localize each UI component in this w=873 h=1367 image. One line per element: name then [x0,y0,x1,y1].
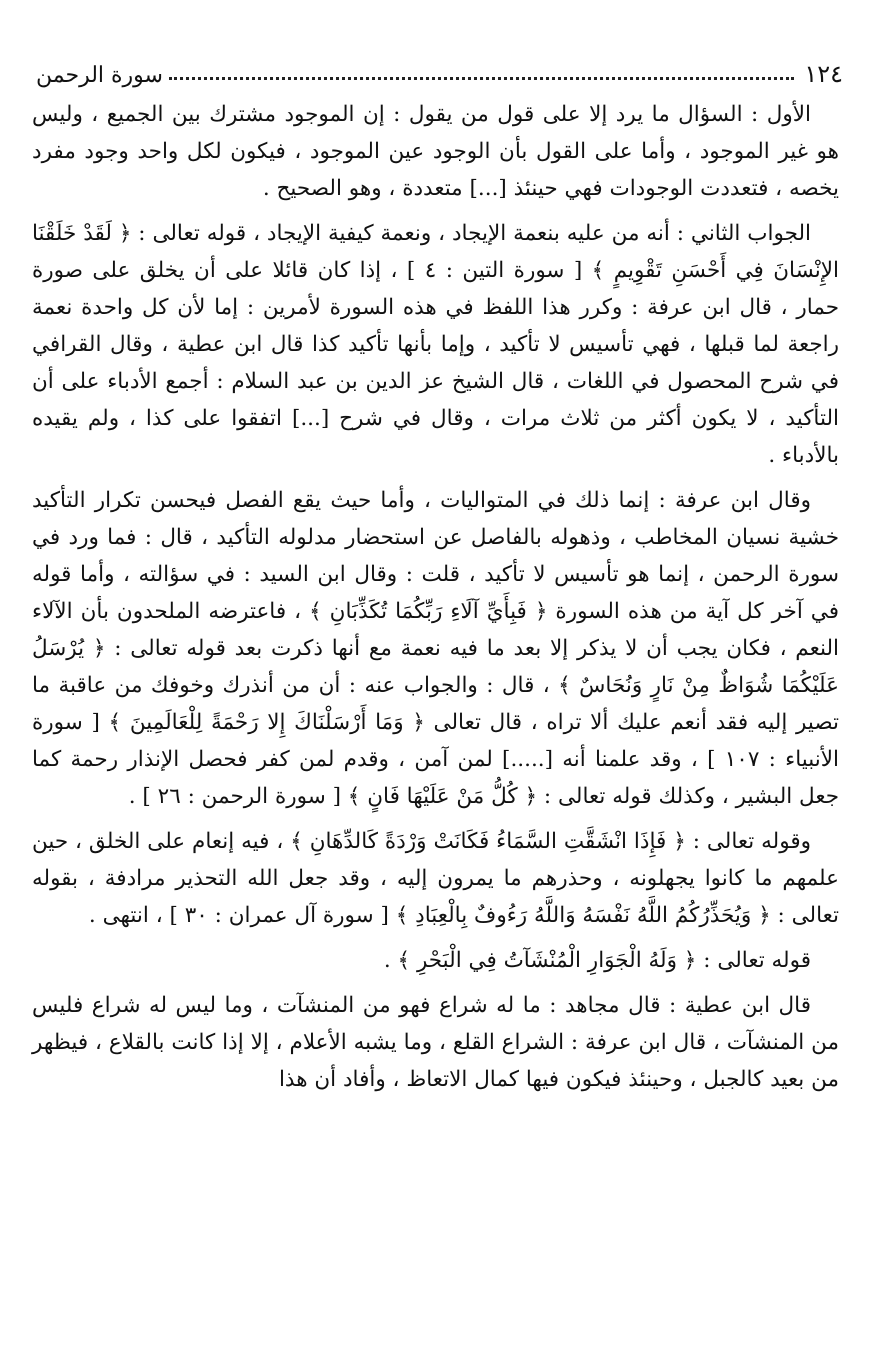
page-body [32,96,839,1106]
surah-title: سورة الرحمن [36,63,163,88]
page-header [36,52,843,88]
paragraph-1: الأول : السؤال ما يرد إلا على قول من يقول : إن الموجود مشترك بين الجميع ، وليس هو غير الموجود ، وأما على القول بأن الوجود عين الموجود ، فيكون لكل واحد وجود مفرد يخصه ، فتعددت الوجودات فهي حينئذ [...] متعددة ، وهو الصحيح . [32,102,839,201]
paragraph-6: قال ابن عطية : قال مجاهد : ما له شراع فهو من المنشآت ، وما ليس له شراع فليس من المنشآت ، قال ابن عرفة : الشراع القلع ، وما يشبه الأعلام ، إلا إذا كانت بالقلاع ، فيظهر من بعيد كالجبل ، وحينئذ فيكون فيها كمال الاتعاظ ، وأفاد أن هذا [32,993,839,1092]
page-number: ١٢٤ [804,60,843,88]
paragraph-3: وقال ابن عرفة : إنما ذلك في المتواليات ، وأما حيث يقع الفصل فيحسن تكرار التأكيد خشية نسيان المخاطب ، وذهوله بالفاصل عن استحضار مدلوله التأكيد ، قال : فما ورد في سورة الرحمن ، إنما هو تأسيس لا تأكيد ، قلت : وقال ابن السيد : في سؤالته ، وأما قوله في آخر كل آية من هذه السورة ﴿ فَبِأَيِّ آلَاءِ رَبِّكُمَا تُكَذِّبَانِ ﴾ ، فاعترضه الملحدون بأن الآلاء النعم ، فكان يجب أن لا يذكر إلا بعد ما فيه نعمة مع أنها ذكرت بعد قوله تعالى : ﴿ يُرْسَلُ عَلَيْكُمَا شُوَاظٌ مِنْ نَارٍ وَنُحَاسٌ ﴾ ، قال : والجواب عنه : أن من أنذرك وخوفك من عاقبة ما تصير إليه فقد أنعم عليك ألا تراه ، قال تعالى ﴿ وَمَا أَرْسَلْنَاكَ إِلا رَحْمَةً لِلْعَالَمِينَ ﴾ [ سورة الأنبياء : ١٠٧ ] ، وقد علمنا أنه [.....] لمن آمن ، وقدم لمن كفر فحصل الإنذار رحمة كما جعل البشير ، وكذلك قوله تعالى : ﴿ كُلُّ مَنْ عَلَيْهَا فَانٍ ﴾ [ سورة الرحمن : ٢٦ ] . [32,488,839,809]
header-dotted-leader [169,77,794,80]
paragraph-5: قوله تعالى : ﴿ وَلَهُ الْجَوَارِ الْمُنْشَآتُ فِي الْبَحْرِ ﴾ . [383,948,811,973]
paragraph-2: الجواب الثاني : أنه من عليه بنعمة الإيجاد ، ونعمة كيفية الإيجاد ، قوله تعالى : ﴿ لَقَدْ خَلَقْنَا الإِنْسَانَ فِي أَحْسَنِ تَقْوِيمٍ ﴾ [ سورة التين : ٤ ] ، إذا كان قائلا على أن يخلق على صورة حمار ، قال ابن عرفة : وكرر هذا اللفظ في هذه السورة لأمرين : إما لأن كل واحدة نعمة راجعة لما قبلها ، فهي تأسيس لا تأكيد ، وإما بأنها تأكيد كذا قال ابن عطية ، وقال القرافي في شرح المحصول في اللغات ، قال الشيخ عز الدين بن عبد السلام : أجمع الأدباء على أن التأكيد ، لا يكون أكثر من ثلاث مرات ، وقال في شرح [...] اتفقوا على كذا ، ولم يقيده بالأدباء . [32,221,839,468]
paragraph-4: وقوله تعالى : ﴿ فَإِذَا انْشَقَّتِ السَّمَاءُ فَكَانَتْ وَرْدَةً كَالدِّهَانِ ﴾ ، فيه إنعام على الخلق ، حين علمهم ما كانوا يجهلونه ، وحذرهم ما يمرون إليه ، وقد جعل الله التحذير مرادفة ، بقوله تعالى : ﴿ وَيُحَذِّرُكُمُ اللَّهُ نَفْسَهُ وَاللَّهُ رَءُوفٌ بِالْعِبَادِ ﴾ [ سورة آل عمران : ٣٠ ] ، انتهى . [32,829,839,928]
